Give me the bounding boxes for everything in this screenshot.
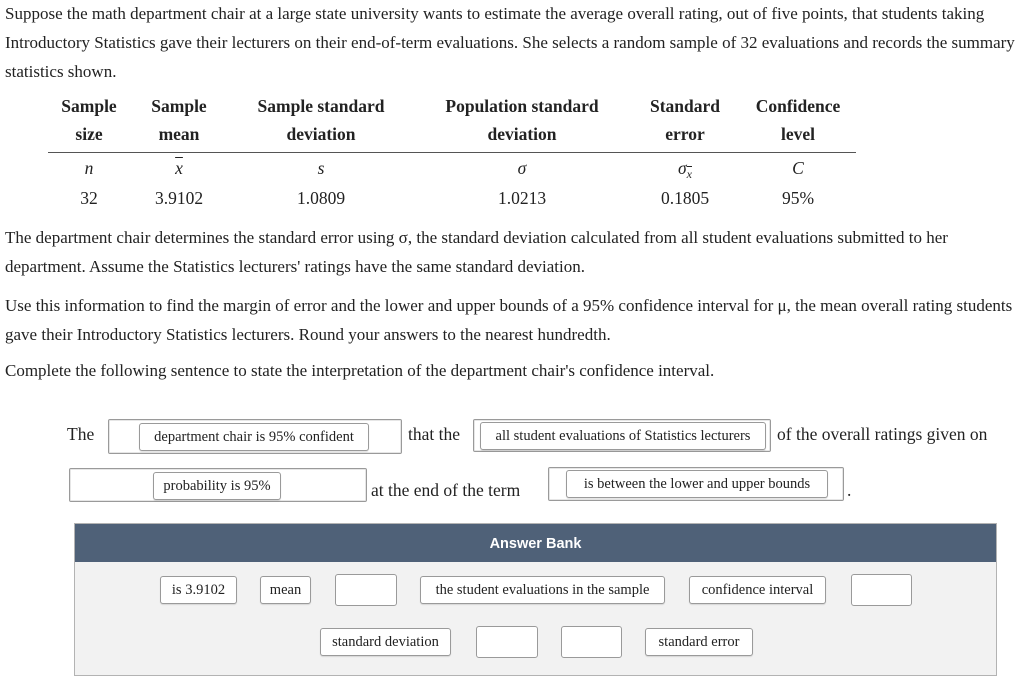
sentence-word-end-term: at the end of the term	[371, 480, 521, 500]
standard-error-explanation: The department chair determines the standard error using σ, the standard deviation calculated from all student evaluations submitted to her department. Assume the Statistics lecturers' ratings have the same standard deviation.	[5, 228, 948, 276]
answer-bank-title: Answer Bank	[75, 524, 996, 562]
table-symbol-row	[48, 153, 856, 184]
bank-empty-slot-1	[335, 574, 397, 606]
symbol-n: n	[84, 157, 94, 178]
symbol-sigma-xbar: $\sigma_{\overline{x}}$	[678, 157, 692, 181]
bank-chip-standard-deviation[interactable]: standard deviation	[320, 628, 451, 656]
value-confidence-level: 95%	[781, 187, 815, 208]
task-instructions: Use this information to find the margin of error and the lower and upper bounds of a 95% confidence interval for μ, the mean overall rating students gave their Introductory Statistics lecturers. Round your answers to the nearest hundredth.	[5, 296, 1013, 344]
drop-zone-4[interactable]	[548, 467, 844, 501]
header-sample-sd: Sample standard deviation	[228, 92, 414, 153]
placed-chip-department-chair-confident[interactable]: department chair is 95% confident	[139, 423, 369, 451]
bank-chip-confidence-interval[interactable]: confidence interval	[689, 576, 826, 604]
bank-empty-slot-2	[851, 574, 912, 606]
placed-chip-probability-95[interactable]: probability is 95%	[153, 472, 281, 500]
problem-intro: Suppose the math department chair at a large state university wants to estimate the average overall rating, out of five points, that students taking Introductory Statistics gave their lecturers on their end-of-term evaluations. She selects a random sample of 32 evaluations and records the summary statistics shown.	[5, 4, 1015, 81]
symbol-xbar: $\overline{x}$	[175, 157, 183, 178]
sentence-word-of-ratings: of the overall ratings given on	[777, 424, 988, 444]
sentence-word-the: The	[67, 424, 95, 444]
value-standard-error: 0.1805	[660, 187, 710, 208]
drop-zone-3[interactable]	[69, 468, 367, 502]
bank-chip-standard-error[interactable]: standard error	[645, 628, 753, 656]
header-confidence-level: Confidence level	[740, 92, 856, 153]
bank-chip-mean[interactable]: mean	[260, 576, 311, 604]
sentence-prompt: Complete the following sentence to state the interpretation of the department chair's confidence interval.	[5, 361, 715, 380]
placed-chip-all-student-evaluations[interactable]: all student evaluations of Statistics lecturers	[480, 422, 766, 450]
symbol-c: C	[792, 157, 804, 178]
value-population-sd: 1.0213	[497, 187, 547, 208]
drop-zone-1[interactable]	[108, 419, 402, 454]
symbol-sigma: σ	[517, 157, 527, 178]
header-standard-error: Standard error	[630, 92, 740, 153]
bank-chip-student-evaluations-sample[interactable]: the student evaluations in the sample	[420, 576, 665, 604]
placed-chip-between-bounds[interactable]: is between the lower and upper bounds	[566, 470, 828, 498]
header-sample-size: Sample size	[48, 92, 130, 153]
sentence-period: .	[847, 480, 852, 500]
bank-chip-is-3-9102[interactable]: is 3.9102	[160, 576, 237, 604]
value-n: 32	[80, 187, 98, 208]
answer-bank	[74, 523, 997, 676]
table-value-row	[48, 183, 856, 213]
sentence-word-that-the: that the	[408, 424, 460, 444]
drop-zone-2[interactable]	[473, 419, 771, 452]
header-population-sd: Population standard deviation	[414, 92, 630, 153]
symbol-s: s	[317, 157, 325, 178]
table-header-row	[48, 92, 856, 153]
header-sample-mean: Sample mean	[130, 92, 228, 153]
value-mean: 3.9102	[154, 187, 204, 208]
summary-statistics-table	[48, 92, 856, 213]
bank-empty-slot-3	[476, 626, 538, 658]
bank-empty-slot-4	[561, 626, 622, 658]
value-sample-sd: 1.0809	[296, 187, 346, 208]
